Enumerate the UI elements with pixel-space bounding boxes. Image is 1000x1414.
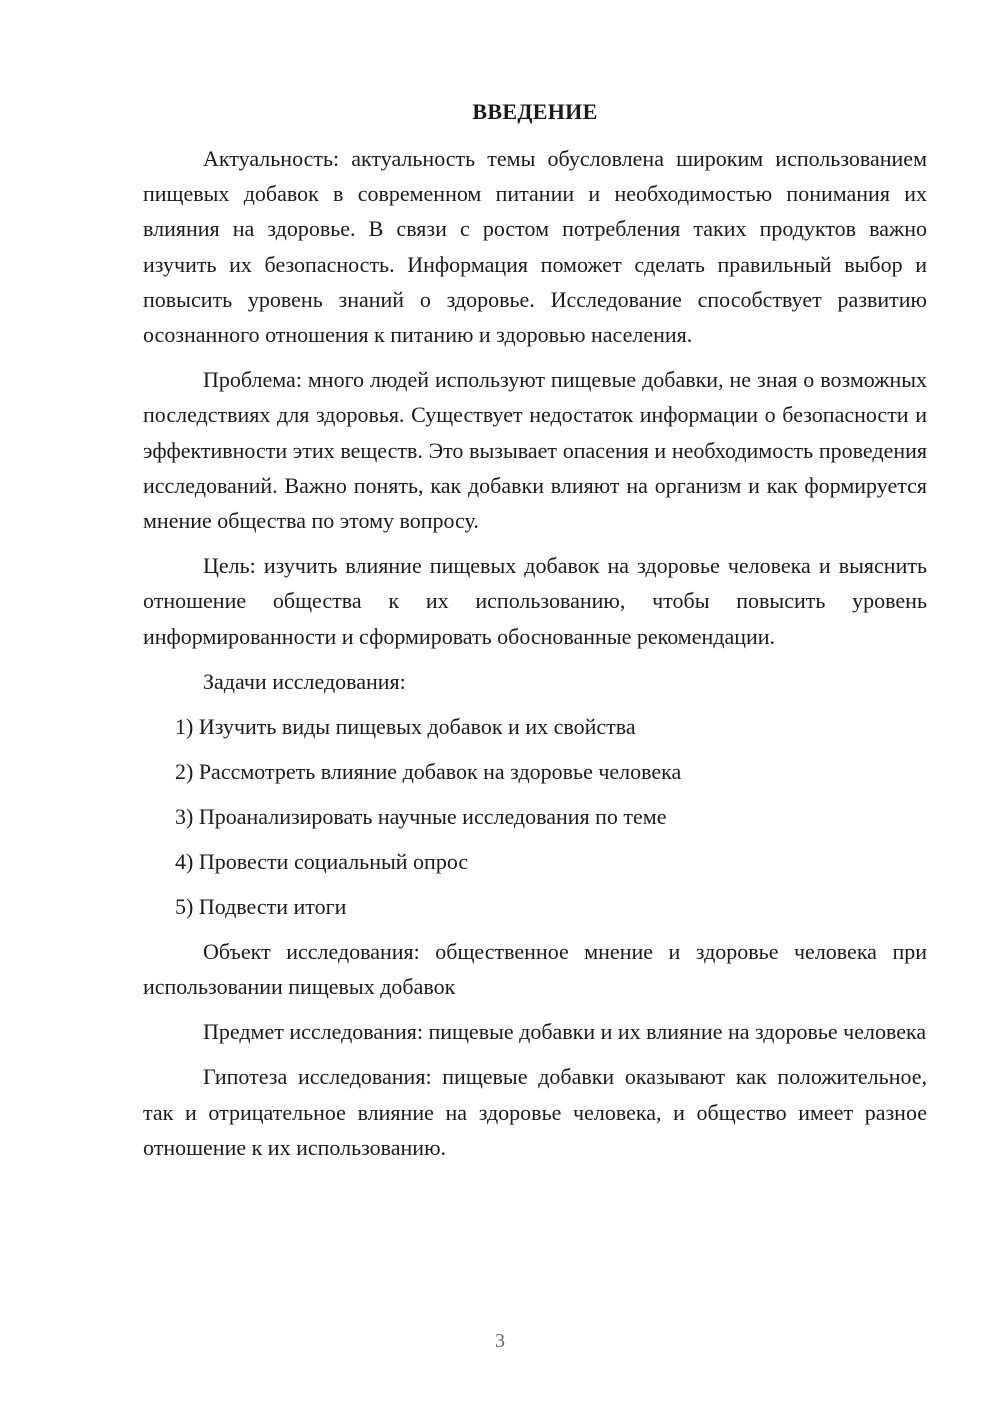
- subject-paragraph: Предмет исследования: пищевые добавки и их влияние на здоровье человека: [203, 1019, 927, 1045]
- task-item: 4) Провести социальный опрос: [175, 848, 469, 874]
- tasks-list: [143, 709, 927, 924]
- task-item: 3) Проанализировать научные исследования по теме: [175, 803, 667, 829]
- hypothesis-paragraph: Гипотеза исследования: пищевые добавки оказывают как положительное, так и отрицательное влияние на здоровье человека, и общество имеет разное отношение к их использованию.: [143, 1064, 927, 1160]
- page-content: [143, 94, 927, 1175]
- task-item: 1) Изучить виды пищевых добавок и их свойства: [175, 713, 636, 739]
- task-item: 5) Подвести итоги: [175, 893, 347, 919]
- tasks-heading: Задачи исследования:: [203, 668, 406, 694]
- section-title: ВВЕДЕНИЕ: [472, 99, 598, 124]
- task-item: 2) Рассмотреть влияние добавок на здоровье человека: [175, 758, 682, 784]
- object-paragraph: Объект исследования: общественное мнение и здоровье человека при использовании пищевых добавок: [143, 938, 927, 1000]
- relevance-paragraph: Актуальность: актуальность темы обусловлена широким использованием пищевых добавок в современном питании и необходимостью понимания их влияния на здоровье. В связи с ростом потребления таких продуктов важно изучить их безопасность. Информация поможет сделать правильный выбор и повысить уровень знаний о здоровье. Исследование способствует развитию осознанного отношения к питанию и здоровью населения.: [143, 146, 927, 348]
- problem-paragraph: Проблема: много людей используют пищевые добавки, не зная о возможных последствиях для здоровья. Существует недостаток информации о безопасности и эффективности этих веществ. Это вызывает опасения и необходимость проведения исследований. Важно понять, как добавки влияют на организм и как формируется мнение общества по этому вопросу.: [143, 367, 927, 534]
- page-number: 3: [495, 1330, 505, 1352]
- goal-paragraph: Цель: изучить влияние пищевых добавок на здоровье человека и выяснить отношение общества к их использованию, чтобы повысить уровень информированности и сформировать обоснованные рекомендации.: [143, 553, 927, 649]
